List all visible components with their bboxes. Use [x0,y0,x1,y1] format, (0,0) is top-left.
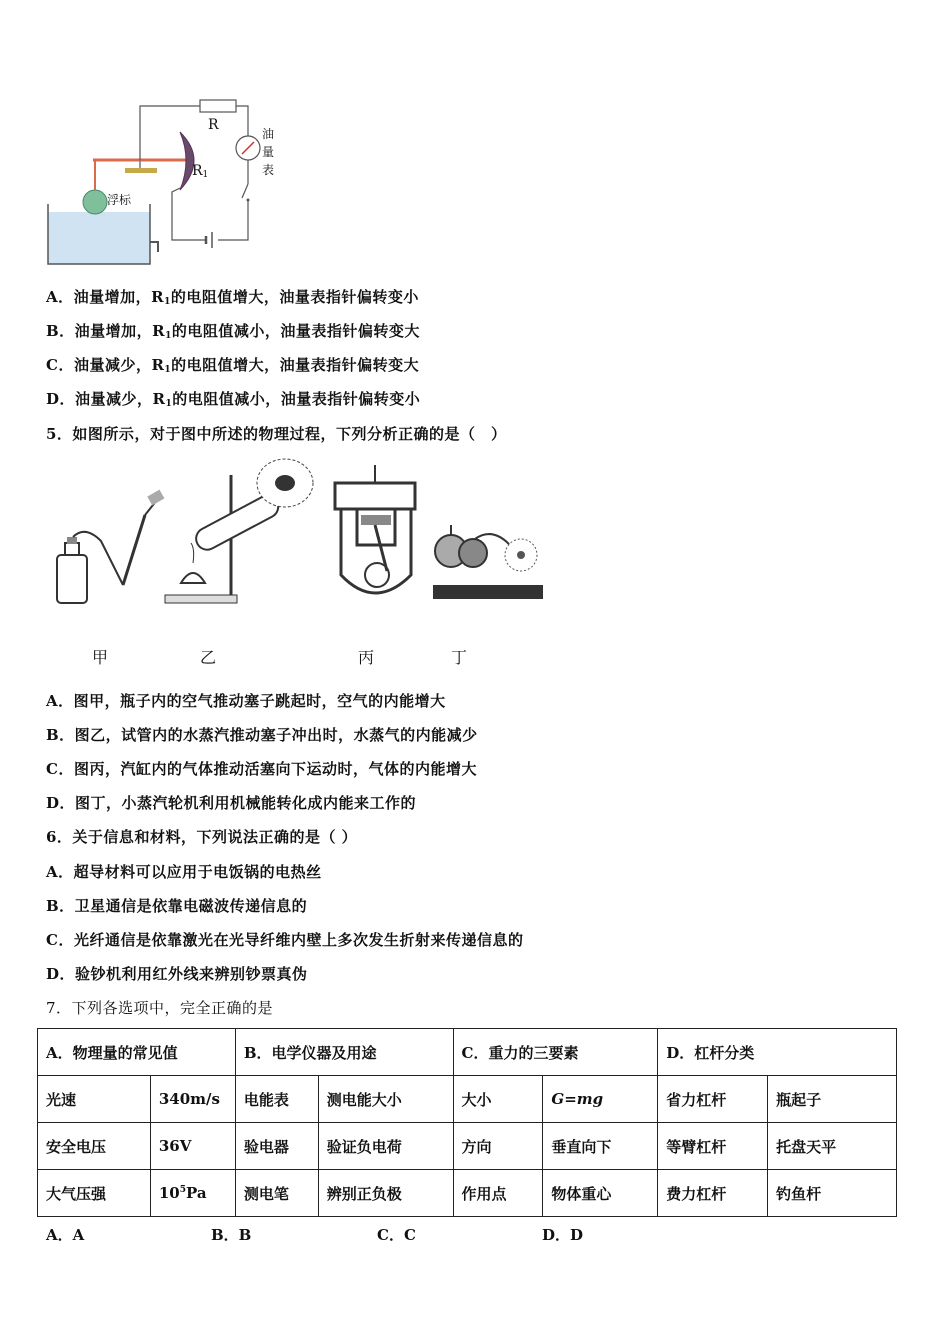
table-row [38,1170,897,1217]
figure-yi-test-tube-icon [165,459,313,603]
q7-header-d: D．杠杆分类 [658,1029,897,1076]
q5-fig-label-jia: 甲 [92,648,109,667]
q5-option-a: A．图甲，瓶子内的空气推动塞子跳起时，空气的内能增大 [46,692,446,710]
q4-d-pre: D．油量减少，R [46,390,166,408]
q7-table [37,1028,897,1217]
q5-fig-label-ding: 丁 [451,648,468,667]
q4-a-sub: 1 [164,297,171,307]
table-cell: 作用点 [453,1170,543,1217]
fig4-label-R1-sub: 1 [202,170,209,180]
q7-header-c: C．重力的三要素 [453,1029,658,1076]
q5-fig-label-bing: 丙 [358,648,375,667]
q6-option-c: C．光纤通信是依靠激光在光导纤维内壁上多次发生折射来传递信息的 [46,931,524,949]
q4-c-pre: C．油量减少，R [46,356,165,374]
pressure-unit: Pa [185,1184,207,1202]
table-cell: 验电器 [235,1123,318,1170]
q4-option-b [46,320,420,341]
q4-b-sub: 1 [165,331,172,341]
q5-option-b: B．图乙，试管内的水蒸汽推动塞子冲出时，水蒸气的内能减少 [46,726,478,744]
q5-option-d: D．图丁，小蒸汽轮机利用机械能转化成内能来工作的 [46,794,417,812]
q4-b-post: 的电阻值减小，油量表指针偏转变大 [171,322,420,340]
q7-stem: 7．下列各选项中，完全正确的是 [46,999,274,1017]
table-cell: 物体重心 [543,1170,658,1217]
pressure-exponent: 5 [179,1185,186,1195]
q7-answer-c: C．C [377,1226,416,1244]
table-cell: 大气压强 [38,1170,151,1217]
q4-a-post: 的电阻值增大，油量表指针偏转变小 [170,288,419,306]
table-cell: G=mg [543,1076,658,1123]
table-row [38,1123,897,1170]
figure-bing-engine-icon [335,465,415,593]
q4-d-sub: 1 [165,399,173,409]
table-cell: 钓鱼杆 [768,1170,897,1217]
table-cell: 费力杠杆 [658,1170,768,1217]
q5-option-c: C．图丙，汽缸内的气体推动活塞向下运动时，气体的内能增大 [46,760,477,778]
fig4-label-float: 浮标 [107,193,132,207]
table-cell: 340m/s [150,1076,235,1123]
pressure-base: 10 [158,1184,180,1202]
table-cell: 托盘天平 [768,1123,897,1170]
table-cell: 等臂杠杆 [658,1123,768,1170]
q6-option-a: A．超导材料可以应用于电饭锅的电热丝 [46,863,322,881]
q7-header-b: B．电学仪器及用途 [235,1029,453,1076]
table-cell: 瓶起子 [768,1076,897,1123]
q4-d-post: 的电阻值减小，油量表指针偏转变小 [172,390,421,408]
figure-ding-turbine-icon [433,525,543,599]
table-cell: 光速 [38,1076,151,1123]
fig4-label-gauge-1: 油 [262,127,275,141]
table-cell: 测电能大小 [318,1076,453,1123]
fig4-label-gauge-2: 量 [262,145,275,159]
q4-c-sub: 1 [164,365,172,375]
q7-table-header-row [38,1029,897,1076]
q5-figures [45,455,555,615]
table-cell: 电能表 [235,1076,318,1123]
table-cell: 方向 [453,1123,543,1170]
q7-header-a: A．物理量的常见值 [38,1029,236,1076]
q4-a-pre: A．油量增加，R [46,288,165,306]
q7-answer-d: D．D [542,1226,584,1244]
oil-gauge-circuit-figure [40,92,300,272]
q7-answer-a: A．A [46,1226,85,1244]
table-cell: 垂直向下 [543,1123,658,1170]
q5-stem: 5．如图所示，对于图中所述的物理过程，下列分析正确的是（ ） [46,425,507,443]
q4-option-c [46,354,419,375]
figure-jia-bottle-icon [57,490,164,603]
fig4-label-R1-letter: R [192,163,203,179]
fig4-label-R1 [192,163,208,180]
q4-option-a [46,286,419,307]
q6-option-b: B．卫星通信是依靠电磁波传递信息的 [46,897,308,915]
table-cell: 省力杠杆 [658,1076,768,1123]
table-cell: 36V [150,1123,235,1170]
q5-fig-label-yi: 乙 [200,648,217,667]
fig4-label-gauge-3: 表 [262,163,275,177]
table-cell: 测电笔 [235,1170,318,1217]
q4-option-d [46,388,420,409]
q4-b-pre: B．油量增加，R [46,322,166,340]
table-cell: 大小 [453,1076,543,1123]
table-cell: 辨别正负极 [318,1170,453,1217]
table-cell-pressure [150,1170,235,1217]
table-cell: 验证负电荷 [318,1123,453,1170]
q7-answer-b: B．B [211,1226,252,1244]
q6-stem: 6．关于信息和材料，下列说法正确的是（ ） [46,828,358,846]
table-row [38,1076,897,1123]
table-cell: 安全电压 [38,1123,151,1170]
q4-c-post: 的电阻值增大，油量表指针偏转变大 [171,356,420,374]
fig4-label-R: R [208,117,219,133]
q6-option-d: D．验钞机利用红外线来辨别钞票真伪 [46,965,308,983]
